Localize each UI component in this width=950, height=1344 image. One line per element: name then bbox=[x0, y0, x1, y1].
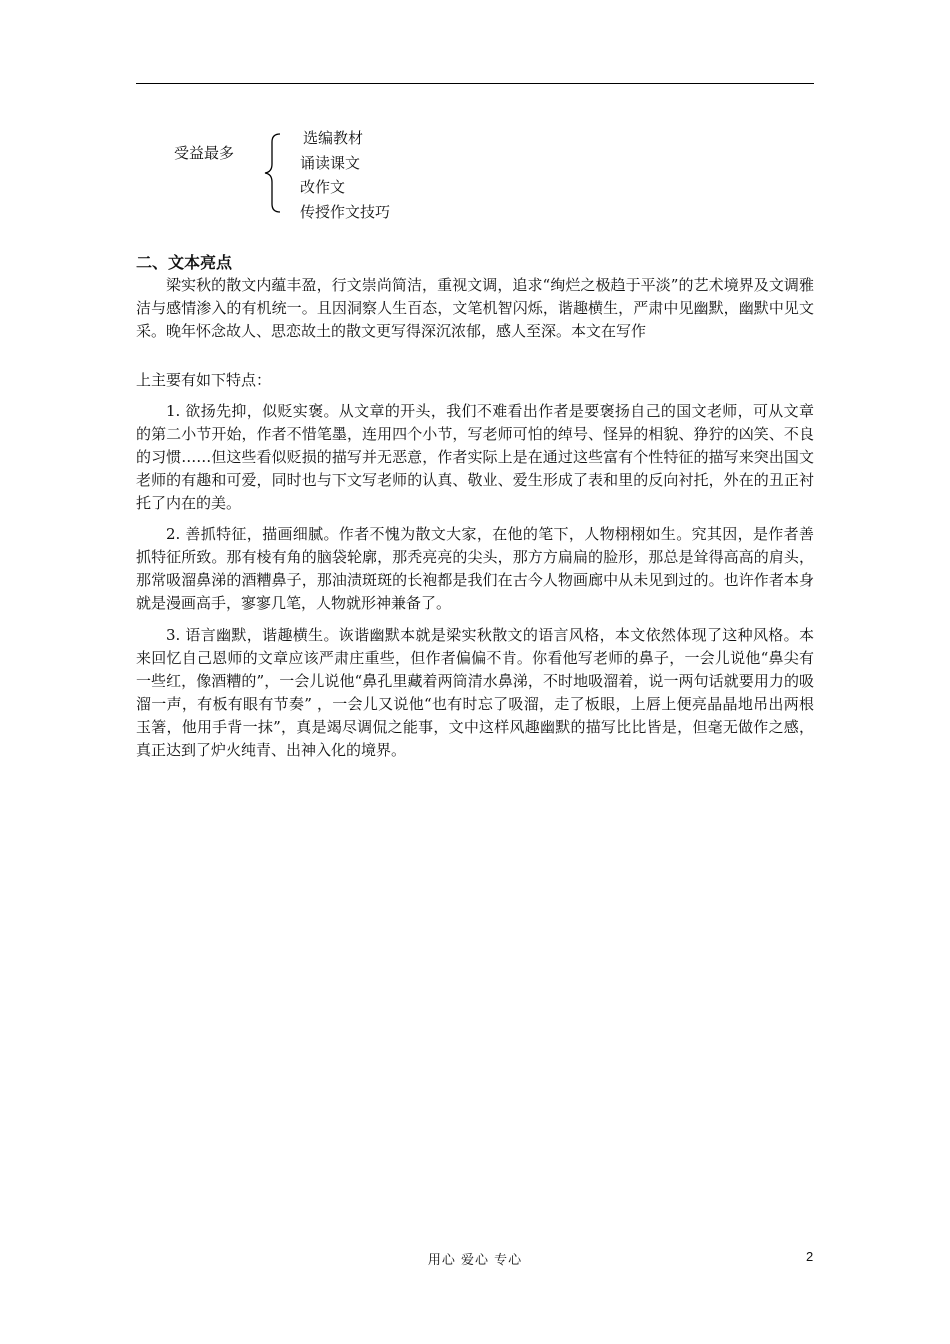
brace-item: 选编教材 bbox=[303, 129, 364, 147]
intro-paragraph-tail: 上主要有如下特点： bbox=[136, 371, 272, 389]
header-rule bbox=[136, 83, 814, 84]
intro-paragraph: 梁实秋的散文内蕴丰盈，行文崇尚简洁，重视文调，追求“绚烂之极趋于平淡”的艺术境界及文调雅洁与感情渗入的有机统一。且因洞察人生百态，文笔机智闪烁，谐趣横生，严肃中见幽默，幽默中见文采。晚年怀念故人、思恋故土的散文更写得深沉浓郁，感人至深。本文在写作 bbox=[136, 276, 814, 340]
footer-motto: 用心 爱心 专心 bbox=[427, 1253, 523, 1268]
brace-item: 传授作文技巧 bbox=[300, 202, 391, 221]
brace-item-list bbox=[300, 126, 390, 224]
curly-brace-icon bbox=[262, 132, 284, 214]
point-3-paragraph: 3. 语言幽默，谐趣横生。诙谐幽默本就是梁实秋散文的语言风格，本文依然体现了这种风格。本来回忆自己恩师的文章应该严肃庄重些，但作者偏偏不肯。你看他写老师的鼻子，一会儿说他“鼻尖有一些红，像酒糟的”，一会儿说他“鼻孔里藏着两筒清水鼻涕，不时地吸溜着，说一两句话就要用力的吸溜一声，有板有眼有节奏” ，一会儿又说他“也有时忘了吸溜，走了板眼，上唇上便亮晶晶地吊出两根玉箸，他用手背一抹”，真是竭尽调侃之能事，文中这样风趣幽默的描写比比皆是，但毫无做作之感，真正达到了炉火纯青、出神入化的境界。 bbox=[136, 626, 814, 759]
brace-item: 改作文 bbox=[300, 178, 346, 196]
page-number: 2 bbox=[806, 1249, 814, 1264]
brace-label: 受益最多 bbox=[174, 144, 235, 162]
point-2-paragraph: 2. 善抓特征，描画细腻。作者不愧为散文大家，在他的笔下，人物栩栩如生。究其因，是作者善抓特征所致。那有棱有角的脑袋轮廓，那秃亮亮的尖头，那方方扁扁的脸形，那总是耸得高高的肩头，那常吸溜鼻涕的酒糟鼻子，那油渍斑斑的长袍都是我们在古今人物画廊中从未见到过的。也许作者本身就是漫画高手，寥寥几笔，人物就形神兼备了。 bbox=[136, 525, 814, 612]
point-1-paragraph: 1. 欲扬先抑，似贬实褒。从文章的开头，我们不难看出作者是要褒扬自己的国文老师，可从文章的第二小节开始，作者不惜笔墨，连用四个小节，写老师可怕的绰号、怪异的相貌、狰狞的凶笑、不良的习惯……但这些看似贬损的描写并无恶意，作者实际上是在通过这些富有个性特征的描写来突出国文老师的有趣和可爱，同时也与下文写老师的认真、敬业、爱生形成了表和里的反向衬托，外在的丑正衬托了内在的美。 bbox=[136, 402, 814, 512]
section-heading: 二、文本亮点 bbox=[136, 253, 233, 272]
brace-item: 诵读课文 bbox=[300, 153, 361, 172]
